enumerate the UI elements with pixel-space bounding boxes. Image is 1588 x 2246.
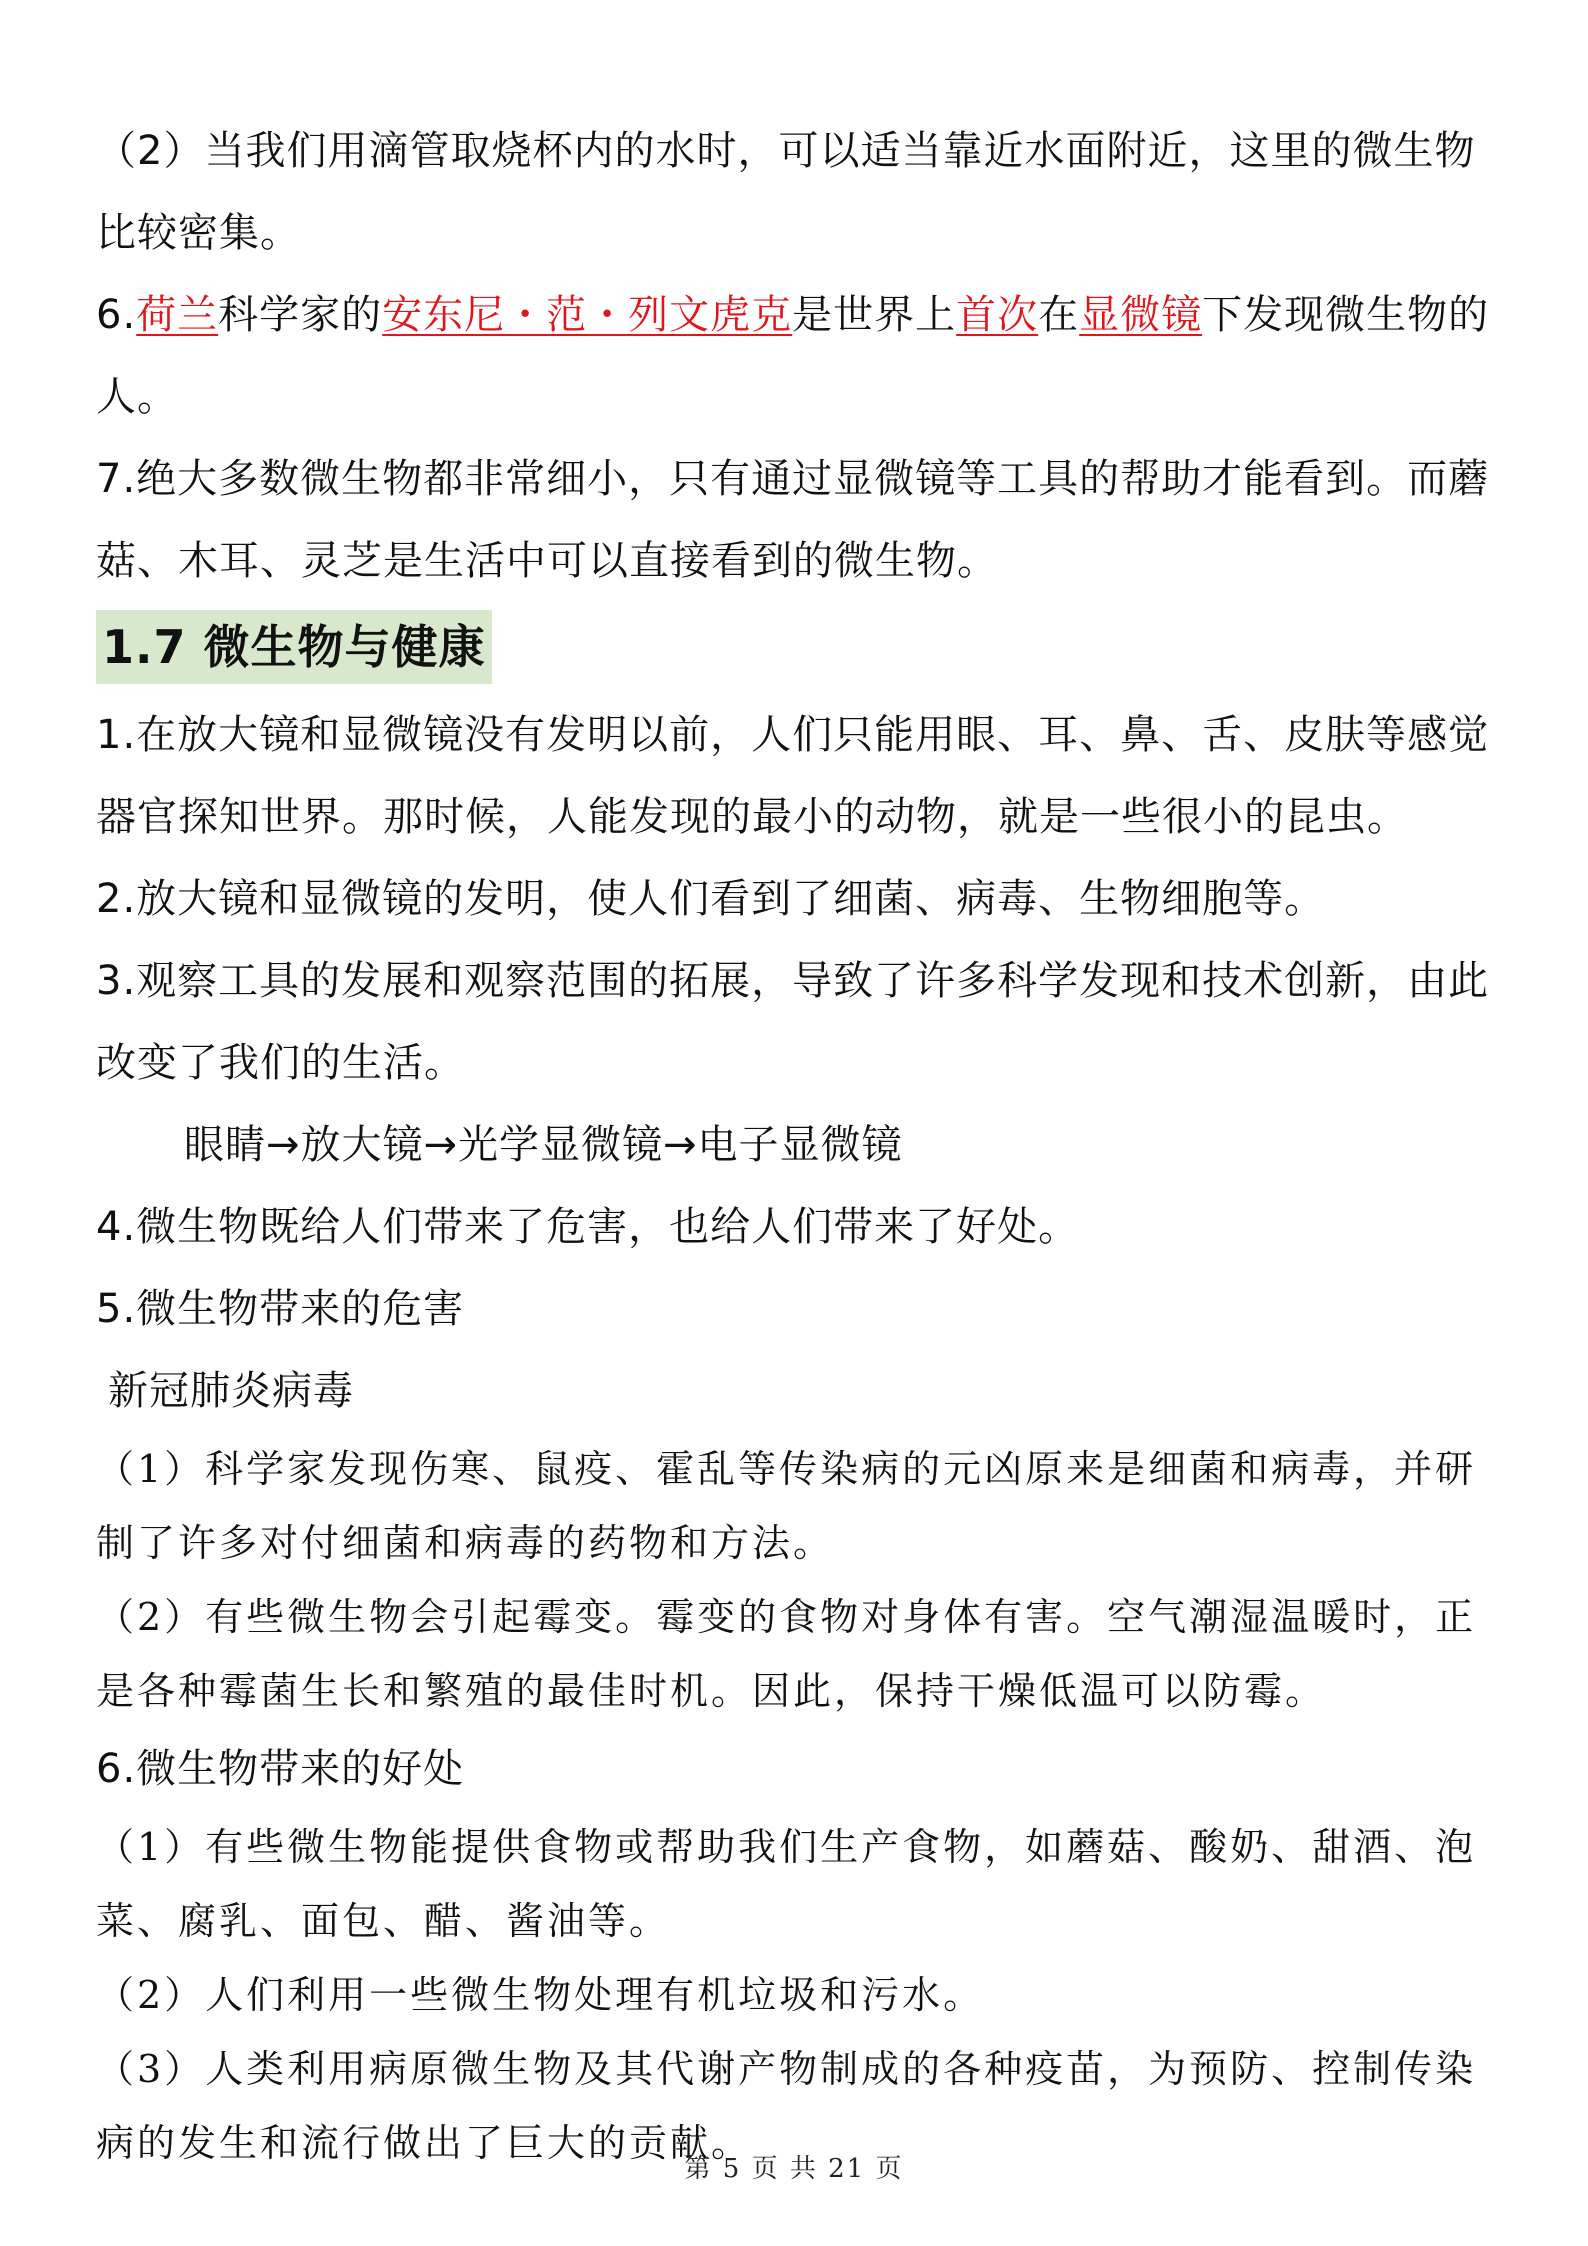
- paragraph-6-item-3: （3）人类利用病原微生物及其代谢产物制成的各种疫苗，为预防、控制传染病的发生和流行做出了巨大的贡献。: [96, 2047, 1477, 2165]
- highlight-country: 荷兰: [136, 292, 219, 338]
- section-heading-wrap: [96, 610, 1500, 684]
- paragraph-6-heading: 6.微生物带来的好处: [96, 1746, 465, 1792]
- item-6-text-4: 下发现微生物的人。: [96, 292, 1490, 420]
- observation-tool-chain: 眼睛→放大镜→光学显微镜→电子显微镜: [184, 1122, 903, 1168]
- paragraph-4: 4.微生物既给人们带来了危害，也给人们带来了好处。: [96, 1204, 1080, 1250]
- paragraph-2: 2.放大镜和显微镜的发明，使人们看到了细菌、病毒、生物细胞等。: [96, 876, 1326, 922]
- paragraph-1: 1.在放大镜和显微镜没有发明以前，人们只能用眼、耳、鼻、舌、皮肤等感觉器官探知世界。那时候，人能发现的最小的动物，就是一些很小的昆虫。: [96, 712, 1490, 840]
- paragraph-5-item-1: （1）科学家发现伤寒、鼠疫、霍乱等传染病的元凶原来是细菌和病毒，并研制了许多对付细菌和病毒的药物和方法。: [96, 1447, 1477, 1565]
- paragraph-prev-item-2: （2）当我们用滴管取烧杯内的水时，可以适当靠近水面附近，这里的微生物比较密集。: [96, 128, 1476, 256]
- paragraph-prev-item-6: [96, 274, 1500, 438]
- paragraph-5-item-2: （2）有些微生物会引起霉变。霉变的食物对身体有害。空气潮湿温暖时，正是各种霉菌生长和繁殖的最佳时机。因此，保持干燥低温可以防霉。: [96, 1595, 1477, 1713]
- paragraph-prev-item-7: 7.绝大多数微生物都非常细小，只有通过显微镜等工具的帮助才能看到。而蘑菇、木耳、灵芝是生活中可以直接看到的微生物。: [96, 456, 1490, 584]
- section-heading: 1.7 微生物与健康: [96, 610, 492, 684]
- paragraph-5-heading: 5.微生物带来的危害: [96, 1286, 465, 1332]
- item-6-number: 6.: [96, 292, 137, 338]
- page-number-footer: 第 5 页 共 21 页: [684, 2154, 904, 2184]
- highlight-person: 安东尼・范・列文虎克: [382, 292, 793, 338]
- highlight-first: 首次: [956, 292, 1039, 338]
- item-6-text-1: 科学家的: [218, 292, 383, 338]
- highlight-tool: 显微镜: [1079, 292, 1203, 338]
- document-page: [96, 110, 1500, 2180]
- paragraph-6-item-1: （1）有些微生物能提供食物或帮助我们生产食物，如蘑菇、酸奶、甜酒、泡菜、腐乳、面包、醋、酱油等。: [96, 1825, 1477, 1943]
- item-6-text-3: 在: [1038, 292, 1080, 338]
- item-6-text-2: 是世界上: [792, 292, 957, 338]
- paragraph-3: 3.观察工具的发展和观察范围的拓展，导致了许多科学发现和技术创新，由此改变了我们的生活。: [96, 958, 1490, 1086]
- paragraph-5-subheading: 新冠肺炎病毒: [108, 1368, 354, 1414]
- paragraph-6-item-2: （2）人们利用一些微生物处理有机垃圾和污水。: [96, 1973, 985, 2017]
